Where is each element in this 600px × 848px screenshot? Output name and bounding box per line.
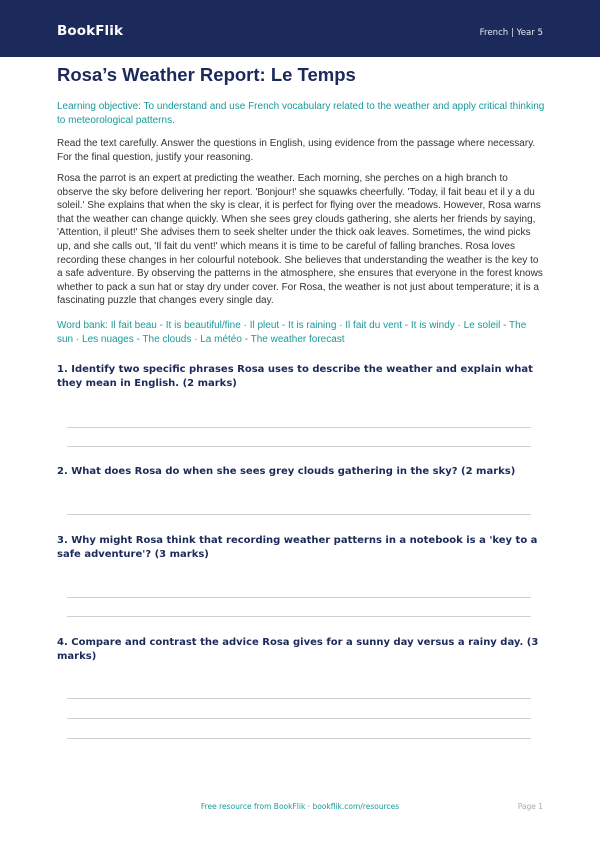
reading-passage: Rosa the parrot is an expert at predicting the weather. Each morning, she perches on a high branch to observe the sky before delivering her report. 'Bonjour!' she squawks cheerfully. 'Today, il fait beau et il y a du soleil.' She explains that when the sky is clear, it is perfect for flying over the meadows. However, Rosa warns that the weather can change quickly. When she sees grey clouds gathering, she alerts her friends by saying, 'Attention, il pleut!' She advises them to seek shelter under the thick oak leaves. Sometimes, the wind picks up, and she calls out, 'Il fait du vent!' which means it is time to be careful of falling branches. Rosa loves recording these changes in her colourful notebook. She believes that understanding the weather is the key to a safe adventure. By observing the patterns in the atmosphere, she ensures that everyone in the forest knows whether to pack a sun hat or stay dry under cover. For Rosa, the weather is not just about temperature; it is a fascinating puzzle that changes every single day. — [57, 173, 543, 307]
answer-line[interactable] — [67, 718, 531, 719]
instructions: Read the text carefully. Answer the questions in English, using evidence from the passage where necessary. For the final question, justify your reasoning. — [57, 138, 536, 163]
answer-line[interactable] — [67, 698, 531, 699]
answer-line[interactable] — [67, 446, 531, 447]
answer-line[interactable] — [67, 514, 531, 515]
answer-line[interactable] — [67, 597, 531, 598]
answer-line[interactable] — [67, 738, 531, 739]
question-1: 1. Identify two specific phrases Rosa uses to describe the weather and explain what they mean in English. (2 marks) — [57, 364, 533, 389]
footer-credit: Free resource from BookFlik · bookflik.com/resources — [200, 802, 400, 811]
question-4: 4. Compare and contrast the advice Rosa gives for a sunny day versus a rainy day. (3 marks) — [57, 637, 539, 662]
question-3: 3. Why might Rosa think that recording weather patterns in a notebook is a 'key to a safe adventure'? (3 marks) — [57, 535, 538, 560]
page-number: Page 1 — [517, 802, 543, 811]
learning-objective: Learning objective: To understand and use French vocabulary related to the weather and apply critical thinking to meteorological patterns. — [57, 101, 545, 126]
brand-logo: BookFlik — [57, 23, 124, 39]
page-footer — [0, 802, 600, 814]
page-header — [0, 0, 600, 57]
question-2: 2. What does Rosa do when she sees grey clouds gathering in the sky? (2 marks) — [57, 466, 516, 477]
word-bank: Word bank: Il fait beau - It is beautiful/fine · Il pleut - It is raining · Il fait du vent - It is windy · Le soleil - The sun · Les nuages - The clouds · La météo - The weather forecast — [57, 320, 527, 345]
subject-year-label: French | Year 5 — [479, 28, 543, 38]
page-title: Rosa’s Weather Report: Le Temps — [57, 64, 356, 85]
answer-line[interactable] — [67, 427, 531, 428]
answer-line[interactable] — [67, 616, 531, 617]
